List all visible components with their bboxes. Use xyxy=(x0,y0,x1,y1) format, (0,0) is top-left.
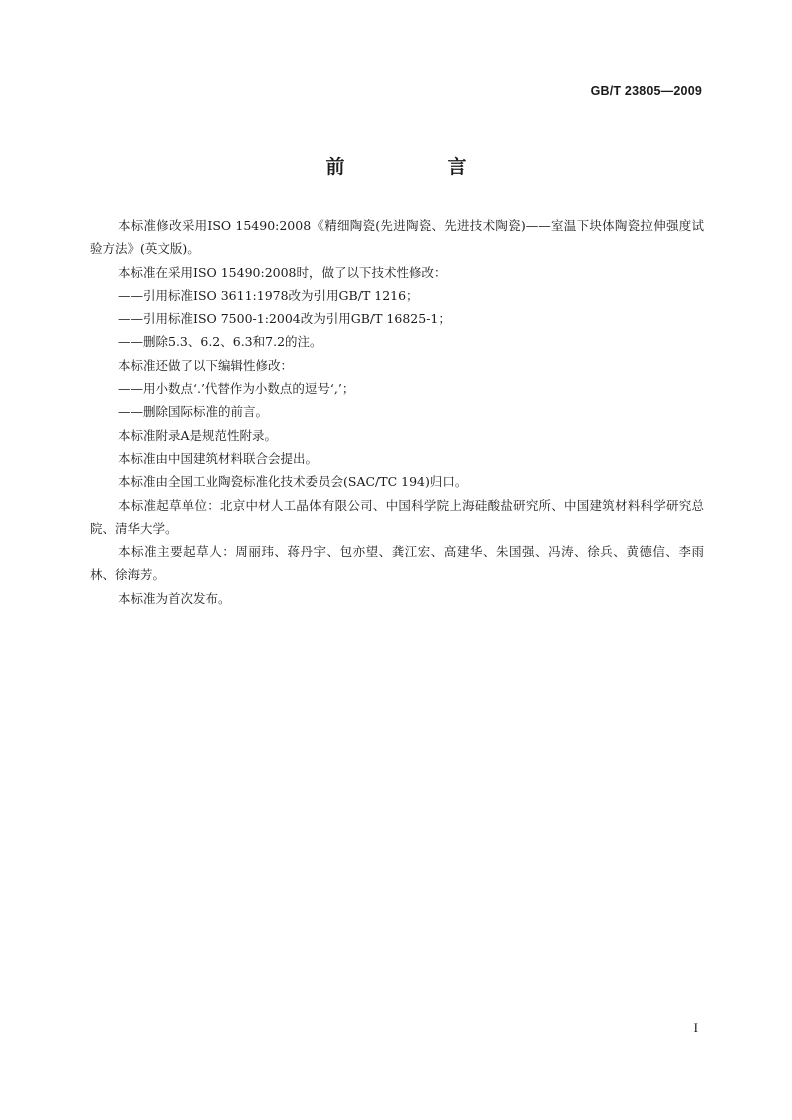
paragraph-committee: 本标准由全国工业陶瓷标准化技术委员会(SAC/TC 194)归口。 xyxy=(118,474,468,490)
standard-code: GB/T 23805—2009 xyxy=(590,84,702,98)
paragraph-technical-changes-intro: 本标准在采用ISO 15490:2008时，做了以下技术性修改： xyxy=(118,264,447,280)
paragraph-proposer: 本标准由中国建筑材料联合会提出。 xyxy=(118,450,319,466)
paragraph-first-release: 本标准为首次发布。 xyxy=(118,590,231,606)
document-body xyxy=(90,214,704,610)
paragraph-drafters: 本标准主要起草人：周丽玮、蒋丹宇、包亦望、龚江宏、高建华、朱国强、冯涛、徐兵、黄德信、李雨林、徐海芳。 xyxy=(90,544,704,583)
paragraph-annex: 本标准附录A是规范性附录。 xyxy=(118,427,278,443)
list-item-technical-change: ——引用标准ISO 3611:1978改为引用GB/T 1216； xyxy=(118,287,419,303)
paragraph-adoption: 本标准修改采用ISO 15490:2008《精细陶瓷(先进陶瓷、先进技术陶瓷)——室温下块体陶瓷拉伸强度试验方法》(英文版)。 xyxy=(90,218,704,257)
paragraph-drafting-units: 本标准起草单位：北京中材人工晶体有限公司、中国科学院上海硅酸盐研究所、中国建筑材料科学研究总院、清华大学。 xyxy=(90,497,704,536)
list-item-technical-change: ——删除5.3、6.2、6.3和7.2的注。 xyxy=(118,334,323,350)
list-item-editorial-change: ——用小数点‘.’代替作为小数点的逗号‘,’； xyxy=(118,381,355,397)
page-number: I xyxy=(693,1020,698,1035)
list-item-technical-change: ——引用标准ISO 7500-1:2004改为引用GB/T 16825-1； xyxy=(118,311,451,327)
page-title: 前 言 xyxy=(325,156,509,178)
paragraph-editorial-changes-intro: 本标准还做了以下编辑性修改： xyxy=(118,357,294,373)
list-item-editorial-change: ——删除国际标准的前言。 xyxy=(118,404,269,420)
